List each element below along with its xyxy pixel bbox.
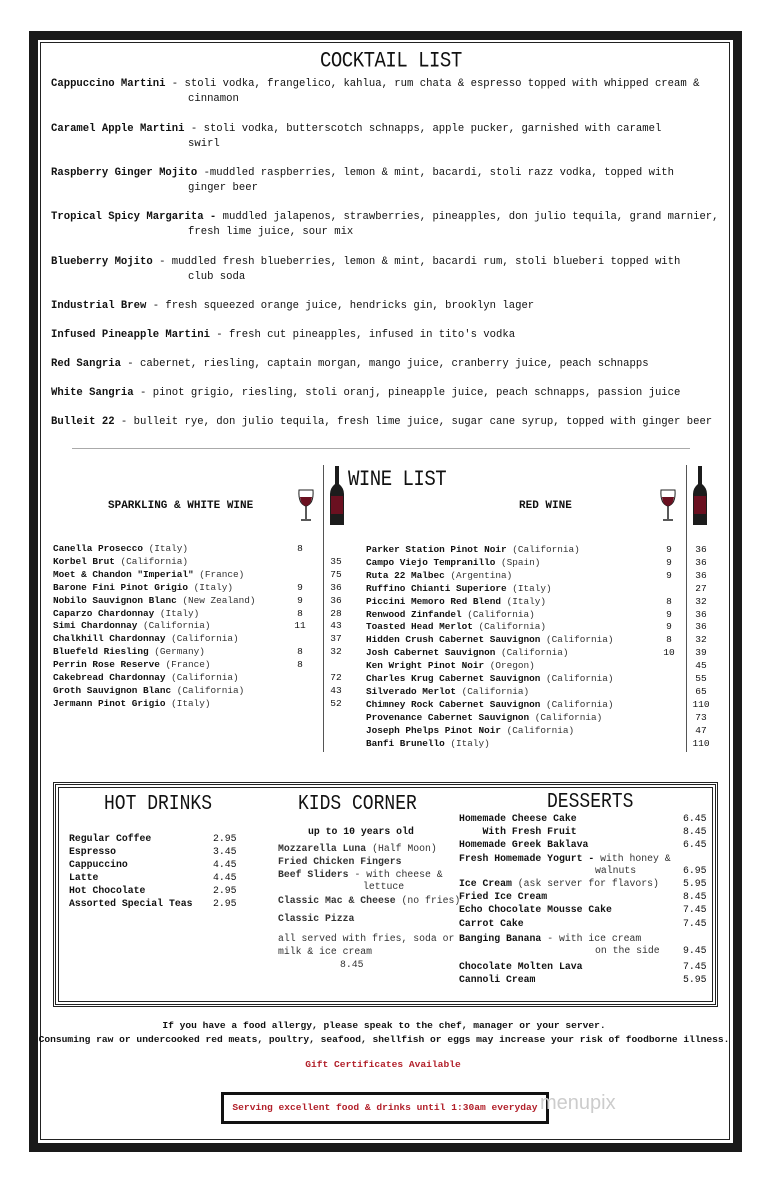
wine-glass-price: 9 (666, 556, 672, 568)
cocktail-list-title: COCKTAIL LIST (320, 48, 462, 74)
hot-drink-name: Regular Coffee (69, 833, 152, 844)
wine-name: Renwood Zinfandel (366, 608, 462, 620)
wine-name: Hidden Crush Cabernet Sauvignon (366, 634, 541, 646)
wine-origin: (Spain) (501, 556, 541, 568)
wine-bottle-price: 32 (330, 646, 342, 658)
cocktail-name: Cappuccino Martini (51, 78, 166, 90)
wine-glass-price: 9 (666, 621, 672, 633)
wine-origin: (California) (546, 673, 614, 684)
cocktail-item (51, 77, 721, 107)
kids-note-1: all served with fries, soda or (278, 933, 455, 944)
cocktail-name: Red Sangria (51, 358, 121, 370)
cocktail-name: White Sangria (51, 387, 134, 399)
wine-name: Joseph Phelps Pinot Noir (366, 724, 502, 736)
cocktail-description: - fresh squeezed orange juice, hendricks gin, brooklyn lager (146, 300, 535, 312)
dessert-name: Ice Cream (459, 878, 512, 889)
kids-item (278, 855, 401, 868)
wine-bottle-price: 32 (695, 595, 707, 607)
dessert-item (459, 917, 524, 930)
hot-drink-name: Latte (69, 872, 99, 883)
wine-bottle-price: 28 (330, 607, 342, 619)
wine-item (53, 671, 239, 684)
wine-item (366, 646, 569, 659)
wine-origin: (Italy) (171, 697, 211, 709)
wine-item (53, 607, 199, 620)
wine-origin: (California) (467, 608, 535, 620)
cocktail-description-cont: club soda (188, 271, 246, 283)
wine-origin: (California) (506, 724, 575, 736)
kids-item-name: Beef Sliders (278, 869, 349, 880)
wine-glass-price: 9 (666, 569, 672, 581)
cocktail-name: Caramel Apple Martini (51, 123, 185, 135)
wine-item (366, 595, 546, 608)
hot-drink-name: Cappuccino (69, 859, 128, 870)
cocktail-name: Bulleit 22 (51, 416, 115, 428)
kids-item (363, 880, 404, 893)
wine-glass-price: 8 (297, 659, 303, 671)
desserts-title: DESSERTS (547, 790, 634, 814)
wine-bottle-price: 32 (695, 634, 707, 646)
wine-bottle-price: 36 (330, 594, 342, 606)
gift-certificates: Gift Certificates Available (305, 1059, 461, 1070)
wine-origin: (Italy) (159, 607, 200, 619)
cocktail-description: -muddled raspberries, lemon & mint, bacardi, stoli razz vodka, topped with (197, 167, 675, 179)
dessert-item (459, 903, 612, 916)
wine-origin: (California) (546, 698, 614, 710)
dessert-price: 8.45 (683, 891, 707, 902)
wine-item (53, 568, 244, 581)
wine-bottle-price: 43 (330, 620, 342, 632)
wine-origin: (France) (199, 568, 245, 580)
wine-glass-icon (658, 488, 678, 524)
cocktail-description-cont: swirl (188, 138, 220, 150)
hot-drink-price: 2.95 (213, 898, 237, 909)
dessert-item (459, 838, 588, 851)
wine-item (53, 632, 239, 645)
wine-name: Campo Viejo Tempranillo (366, 556, 496, 568)
wine-origin: (Italy) (506, 595, 547, 607)
wine-item (53, 594, 256, 607)
cocktail-description: - fresh cut pineapples, infused in tito's vodka (209, 329, 516, 341)
dessert-detail: - with ice cream (541, 933, 642, 944)
wine-origin: (California) (501, 647, 569, 659)
wine-origin: (Italy) (148, 543, 189, 554)
kids-item-detail: lettuce (363, 881, 405, 892)
wine-bottle-icon (329, 466, 345, 526)
dessert-name: Homemade Greek Baklava (459, 839, 589, 850)
wine-name: Cakebread Chardonnay (53, 672, 166, 683)
wine-glass-price: 8 (666, 634, 672, 646)
kids-item (278, 842, 437, 855)
wine-list-title: WINE LIST (348, 466, 447, 492)
wine-item (366, 685, 529, 698)
wine-name: Piccini Memoro Red Blend (366, 595, 502, 607)
wine-name: Perrin Rose Reserve (53, 659, 160, 671)
hot-drink-name: Assorted Special Teas (69, 898, 193, 909)
kids-item-detail: (no fries) (395, 895, 461, 906)
wine-origin: (New Zealand) (182, 594, 256, 606)
red-wine-heading: RED WINE (519, 500, 572, 512)
dessert-price: 7.45 (683, 904, 707, 915)
hot-drinks-title: HOT DRINKS (104, 792, 213, 816)
dessert-item (459, 852, 671, 865)
wine-origin: (California) (176, 684, 245, 696)
wine-glass-price: 8 (297, 646, 303, 658)
cocktail-description: - cabernet, riesling, captain morgan, mango juice, cranberry juice, peach schnapps (120, 358, 649, 370)
dessert-price: 8.45 (683, 826, 707, 837)
wine-bottle-price: 52 (330, 697, 342, 709)
kids-item-name: Mozzarella Luna (278, 843, 367, 854)
dessert-name: Fresh Homemade Yogurt - (459, 853, 595, 864)
cocktail-name: Blueberry Mojito (51, 256, 153, 268)
wine-divider-right (686, 465, 687, 752)
dessert-item (459, 877, 659, 890)
wine-origin: (Argentina) (450, 569, 513, 581)
wine-item (53, 619, 211, 632)
dessert-price: 6.45 (683, 839, 707, 850)
dessert-name: Cannoli Cream (459, 974, 536, 985)
dessert-name: With Fresh Fruit (459, 826, 577, 837)
wine-item (366, 620, 546, 633)
hot-drink-price: 4.45 (213, 859, 237, 870)
dessert-item (595, 944, 660, 957)
raw-food-warning: Consuming raw or undercooked red meats, poultry, seafood, shellfish or eggs may increase your risk of foodborne illness. (38, 1034, 730, 1045)
wine-bottle-price: 65 (695, 685, 707, 697)
dessert-price: 7.45 (683, 918, 707, 929)
wine-item (366, 711, 602, 724)
divider (72, 448, 690, 449)
wine-name: Bluefeld Riesling (53, 646, 149, 658)
wine-divider-left (323, 465, 324, 752)
wine-item (366, 698, 614, 711)
kids-corner-title: KIDS CORNER (298, 792, 417, 816)
wine-name: Korbel Brut (53, 555, 115, 567)
dessert-name: Fried Ice Cream (459, 891, 548, 902)
kids-item-detail: (Half Moon) (366, 843, 437, 854)
white-wine-heading: SPARKLING & WHITE WINE (108, 500, 254, 512)
wine-name: Ruffino Chianti Superiore (366, 582, 507, 594)
kids-price: 8.45 (340, 959, 364, 970)
wine-glass-price: 9 (297, 581, 303, 593)
hot-drink-price: 4.45 (213, 872, 237, 883)
wine-glass-price: 8 (297, 607, 303, 619)
serving-hours-banner: Serving excellent food & drinks until 1:30am everyday (221, 1092, 549, 1124)
hot-drink-price: 3.45 (213, 846, 237, 857)
hot-drink-price: 2.95 (213, 833, 237, 844)
dessert-item (459, 825, 577, 838)
allergy-notice: If you have a food allergy, please speak to the chef, manager or your server. (162, 1020, 606, 1031)
dessert-item (459, 812, 577, 825)
wine-origin: (California) (461, 685, 530, 697)
dessert-item (459, 960, 582, 973)
wine-bottle-price: 110 (692, 698, 710, 710)
wine-bottle-price: 36 (695, 569, 707, 581)
wine-item (53, 658, 211, 671)
dessert-detail: walnuts (595, 865, 637, 876)
dessert-name: Chocolate Molten Lava (459, 961, 583, 972)
wine-item (53, 684, 244, 697)
wine-name: Nobilo Sauvignon Blanc (53, 594, 177, 606)
cocktail-description-cont: fresh lime juice, sour mix (188, 226, 354, 238)
wine-name: Simi Chardonnay (53, 620, 138, 632)
cocktail-item (51, 255, 721, 285)
wine-bottle-price: 36 (695, 556, 707, 568)
wine-bottle-price: 75 (330, 568, 342, 580)
dessert-price: 5.95 (683, 878, 707, 889)
kids-item-name: Classic Pizza (278, 913, 355, 924)
wine-glass-price: 8 (297, 543, 303, 554)
dessert-price: 6.45 (683, 813, 707, 824)
wine-bottle-price: 45 (695, 660, 707, 672)
wine-item (53, 555, 188, 568)
kids-subtitle: up to 10 years old (308, 826, 414, 837)
cocktail-description-cont: ginger beer (188, 182, 258, 194)
wine-name: Barone Fini Pinot Grigio (53, 581, 189, 593)
wine-bottle-price: 35 (330, 555, 342, 567)
wine-bottle-price: 73 (695, 711, 707, 723)
dessert-item (459, 973, 535, 986)
wine-item (366, 608, 535, 621)
wine-origin: (Italy) (193, 581, 234, 593)
wine-bottle-price: 55 (695, 673, 707, 684)
hot-drink-name: Espresso (69, 846, 117, 857)
wine-name: Silverado Merlot (366, 685, 457, 697)
kids-item (278, 912, 354, 925)
cocktail-name: Tropical Spicy Margarita - (51, 211, 217, 223)
dessert-name: Carrot Cake (459, 918, 524, 929)
wine-name: Provenance Cabernet Sauvignon (366, 711, 530, 723)
watermark: menupix (540, 1092, 616, 1114)
dessert-price: 5.95 (683, 974, 707, 985)
cocktail-description: - stoli vodka, butterscotch schnapps, apple pucker, garnished with caramel (184, 123, 662, 135)
wine-item (366, 543, 580, 556)
wine-item (53, 645, 205, 658)
wine-item (366, 633, 614, 646)
wine-item (366, 672, 614, 685)
wine-bottle-icon (692, 466, 708, 526)
wine-origin: (California) (512, 544, 580, 555)
wine-bottle-price: 36 (695, 544, 707, 555)
wine-bottle-price: 110 (692, 737, 710, 749)
dessert-price: 9.45 (683, 945, 707, 956)
wine-name: Toasted Head Merlot (366, 621, 473, 633)
wine-name: Chalkhill Chardonnay (53, 633, 166, 645)
wine-origin: (California) (143, 620, 211, 632)
wine-origin: (California) (478, 621, 547, 633)
wine-origin: (California) (546, 634, 614, 646)
wine-item (366, 724, 574, 737)
dessert-name: Banging Banana (459, 933, 542, 944)
dessert-item (459, 890, 547, 903)
cocktail-item (51, 415, 721, 430)
wine-item (366, 569, 512, 582)
wine-glass-price: 9 (666, 608, 672, 620)
wine-glass-price: 9 (297, 594, 303, 606)
wine-origin: (California) (171, 633, 239, 645)
dessert-detail: with honey & (594, 853, 671, 864)
cocktail-description: - stoli vodka, frangelico, kahlua, rum chata & espresso topped with whipped cream & (165, 78, 700, 90)
kids-item (278, 894, 460, 907)
dessert-detail: on the side (595, 945, 660, 956)
wine-name: Groth Sauvignon Blanc (53, 684, 172, 696)
wine-item (53, 581, 233, 594)
kids-item-detail: - with cheese & (348, 869, 443, 880)
wine-name: Charles Krug Cabernet Sauvignon (366, 673, 541, 684)
wine-item (366, 582, 552, 595)
dessert-detail: (ask server for flavors) (511, 878, 659, 889)
cocktail-description: - muddled fresh blueberries, lemon & mint, bacardi rum, stoli blueberi topped with (152, 256, 681, 268)
kids-item-name: Fried Chicken Fingers (278, 856, 402, 867)
wine-name: Josh Cabernet Sauvignon (366, 647, 496, 659)
wine-origin: (California) (171, 672, 239, 683)
cocktail-item (51, 357, 721, 372)
cocktail-item (51, 210, 721, 240)
wine-glass-price: 9 (666, 544, 672, 555)
wine-name: Caparzo Chardonnay (53, 607, 155, 619)
wine-name: Parker Station Pinot Noir (366, 544, 507, 555)
wine-name: Moet & Chandon "Imperial" (53, 568, 194, 580)
wine-item (366, 659, 535, 672)
wine-origin: (France) (165, 659, 211, 671)
wine-name: Ruta 22 Malbec (366, 569, 445, 581)
wine-bottle-price: 36 (695, 621, 707, 633)
wine-glass-icon (296, 488, 316, 524)
wine-bottle-price: 37 (330, 633, 342, 645)
kids-note-2: milk & ice cream (278, 946, 373, 957)
dessert-name: Homemade Cheese Cake (459, 813, 577, 824)
cocktail-description: - bulleit rye, don julio tequila, fresh lime juice, sugar cane syrup, topped with ginger beer (114, 416, 713, 428)
cocktail-name: Raspberry Ginger Mojito (51, 167, 198, 179)
wine-origin: (Germany) (154, 646, 205, 658)
wine-bottle-price: 36 (330, 581, 342, 593)
dessert-price: 7.45 (683, 961, 707, 972)
wine-origin: (Italy) (512, 582, 552, 594)
wine-name: Canella Prosecco (53, 543, 144, 554)
cocktail-item (51, 328, 721, 343)
wine-origin: (Italy) (450, 737, 490, 749)
dessert-name: Echo Chocolate Mousse Cake (459, 904, 612, 915)
wine-item (366, 556, 540, 569)
cocktail-name: Infused Pineapple Martini (51, 329, 210, 341)
cocktail-description-cont: cinnamon (188, 93, 239, 105)
kids-item-name: Classic Mac & Cheese (278, 895, 396, 906)
wine-bottle-price: 43 (330, 684, 342, 696)
wine-name: Jermann Pinot Grigio (53, 697, 166, 709)
wine-bottle-price: 36 (695, 608, 707, 620)
cocktail-item (51, 122, 721, 152)
cocktail-item (51, 166, 721, 196)
wine-origin: (Oregon) (489, 660, 535, 672)
cocktail-description: - pinot grigio, riesling, stoli oranj, pineapple juice, peach schnapps, passion juice (133, 387, 681, 399)
wine-item (366, 737, 490, 750)
kids-item (278, 868, 443, 881)
wine-bottle-price: 72 (330, 672, 342, 683)
dessert-price: 6.95 (683, 865, 707, 876)
cocktail-name: Industrial Brew (51, 300, 147, 312)
wine-bottle-price: 27 (695, 582, 707, 594)
wine-bottle-price: 39 (695, 647, 707, 659)
wine-item (53, 697, 211, 710)
wine-item (53, 542, 188, 555)
wine-glass-price: 8 (666, 595, 672, 607)
cocktail-description: muddled jalapenos, strawberries, pineapples, don julio tequila, grand marnier, (216, 211, 719, 223)
wine-name: Chimney Rock Cabernet Sauvignon (366, 698, 541, 710)
cocktail-item (51, 386, 721, 401)
dessert-item (595, 864, 636, 877)
hot-drink-price: 2.95 (213, 885, 237, 896)
wine-name: Banfi Brunello (366, 737, 445, 749)
wine-bottle-price: 47 (695, 724, 707, 736)
hot-drink-name: Hot Chocolate (69, 885, 146, 896)
wine-origin: (California) (120, 555, 189, 567)
wine-glass-price: 10 (663, 647, 675, 659)
wine-origin: (California) (534, 711, 603, 723)
cocktail-item (51, 299, 721, 314)
wine-name: Ken Wright Pinot Noir (366, 660, 485, 672)
wine-glass-price: 11 (294, 620, 306, 632)
